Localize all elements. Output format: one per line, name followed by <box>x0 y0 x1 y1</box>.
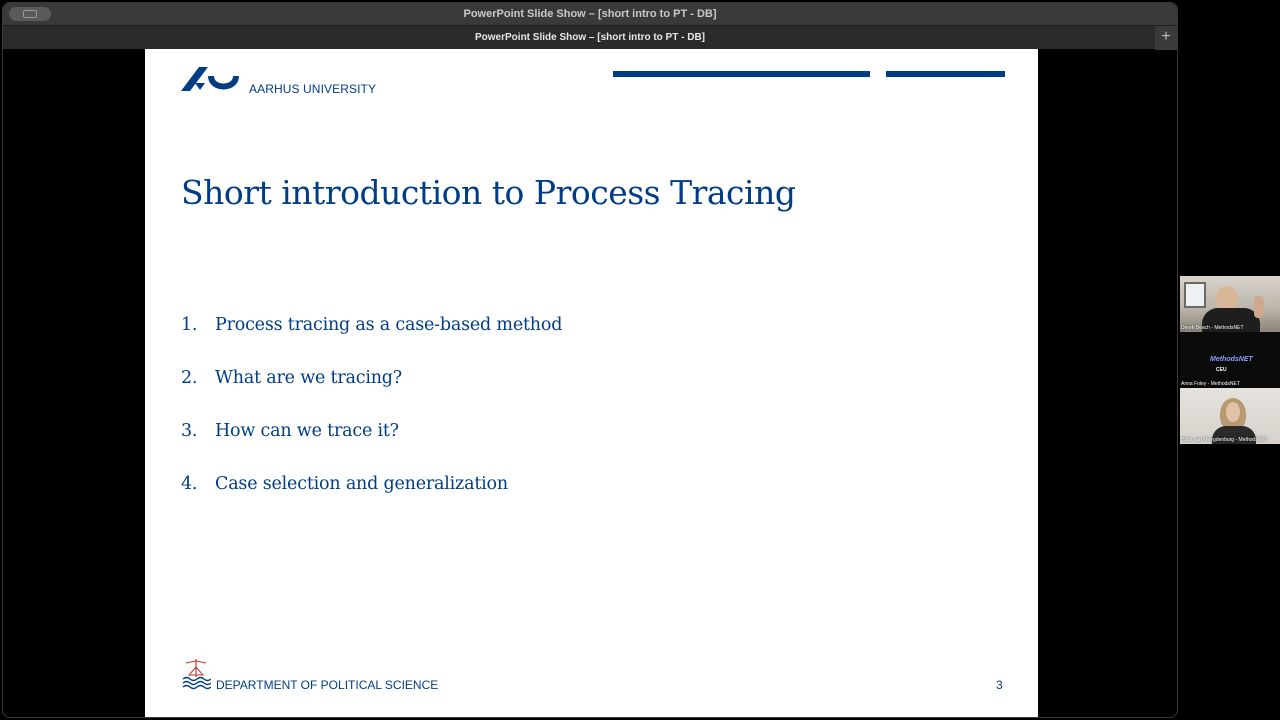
header-accent-bar-short <box>886 71 1005 77</box>
participant-video-tile[interactable] <box>1180 332 1280 388</box>
sidebar-icon <box>23 10 37 18</box>
participant-face <box>1226 402 1240 422</box>
agenda-item-text: What are we tracing? <box>215 368 402 388</box>
department-name: DEPARTMENT OF POLITICAL SCIENCE <box>216 678 439 692</box>
participant-name: Derek Beach - MethodsNET <box>1181 325 1244 331</box>
header-accent-bar <box>613 71 870 77</box>
agenda-item-number: 3. <box>181 421 198 441</box>
slide-title: Short introduction to Process Tracing <box>181 173 796 212</box>
title-bar[interactable] <box>3 3 1177 25</box>
participant-video-tile[interactable] <box>1180 276 1280 332</box>
agenda-item-number: 1. <box>181 315 198 335</box>
sidebar-toggle-button[interactable] <box>9 7 51 21</box>
agenda-list <box>181 315 562 527</box>
agenda-item-number: 2. <box>181 368 198 388</box>
tab-slideshow[interactable]: PowerPoint Slide Show – [short intro to PT - DB] <box>475 32 705 43</box>
agenda-item-text: How can we trace it? <box>215 421 399 441</box>
department-emblem-icon <box>181 657 211 691</box>
university-name: AARHUS UNIVERSITY <box>249 82 377 96</box>
agenda-item <box>181 368 562 421</box>
ceu-badge: CEU <box>1216 367 1227 373</box>
slide-page-number: 3 <box>996 678 1003 692</box>
agenda-item <box>181 474 562 527</box>
participant-video-tile[interactable] <box>1180 388 1280 444</box>
participant-name: Anna Foley - MethodsNET <box>1181 381 1240 387</box>
window-title: PowerPoint Slide Show – [short intro to PT - DB] <box>463 8 717 20</box>
agenda-item <box>181 421 562 474</box>
agenda-item-number: 4. <box>181 474 198 494</box>
agenda-item <box>181 315 562 368</box>
aarhus-university-logo <box>181 63 241 95</box>
methodsnet-logo: MethodsNET <box>1210 356 1253 363</box>
new-tab-button[interactable]: + <box>1155 26 1177 50</box>
slideshow-window <box>2 2 1178 718</box>
tab-bar <box>3 25 1177 49</box>
participant-hand <box>1254 296 1264 318</box>
window-background <box>1184 282 1206 308</box>
slide[interactable] <box>145 49 1038 718</box>
participant-name: Hilde van Meegdenburg - MethodsNET <box>1181 437 1268 443</box>
agenda-item-text: Case selection and generalization <box>215 474 508 494</box>
agenda-item-text: Process tracing as a case-based method <box>215 315 563 335</box>
